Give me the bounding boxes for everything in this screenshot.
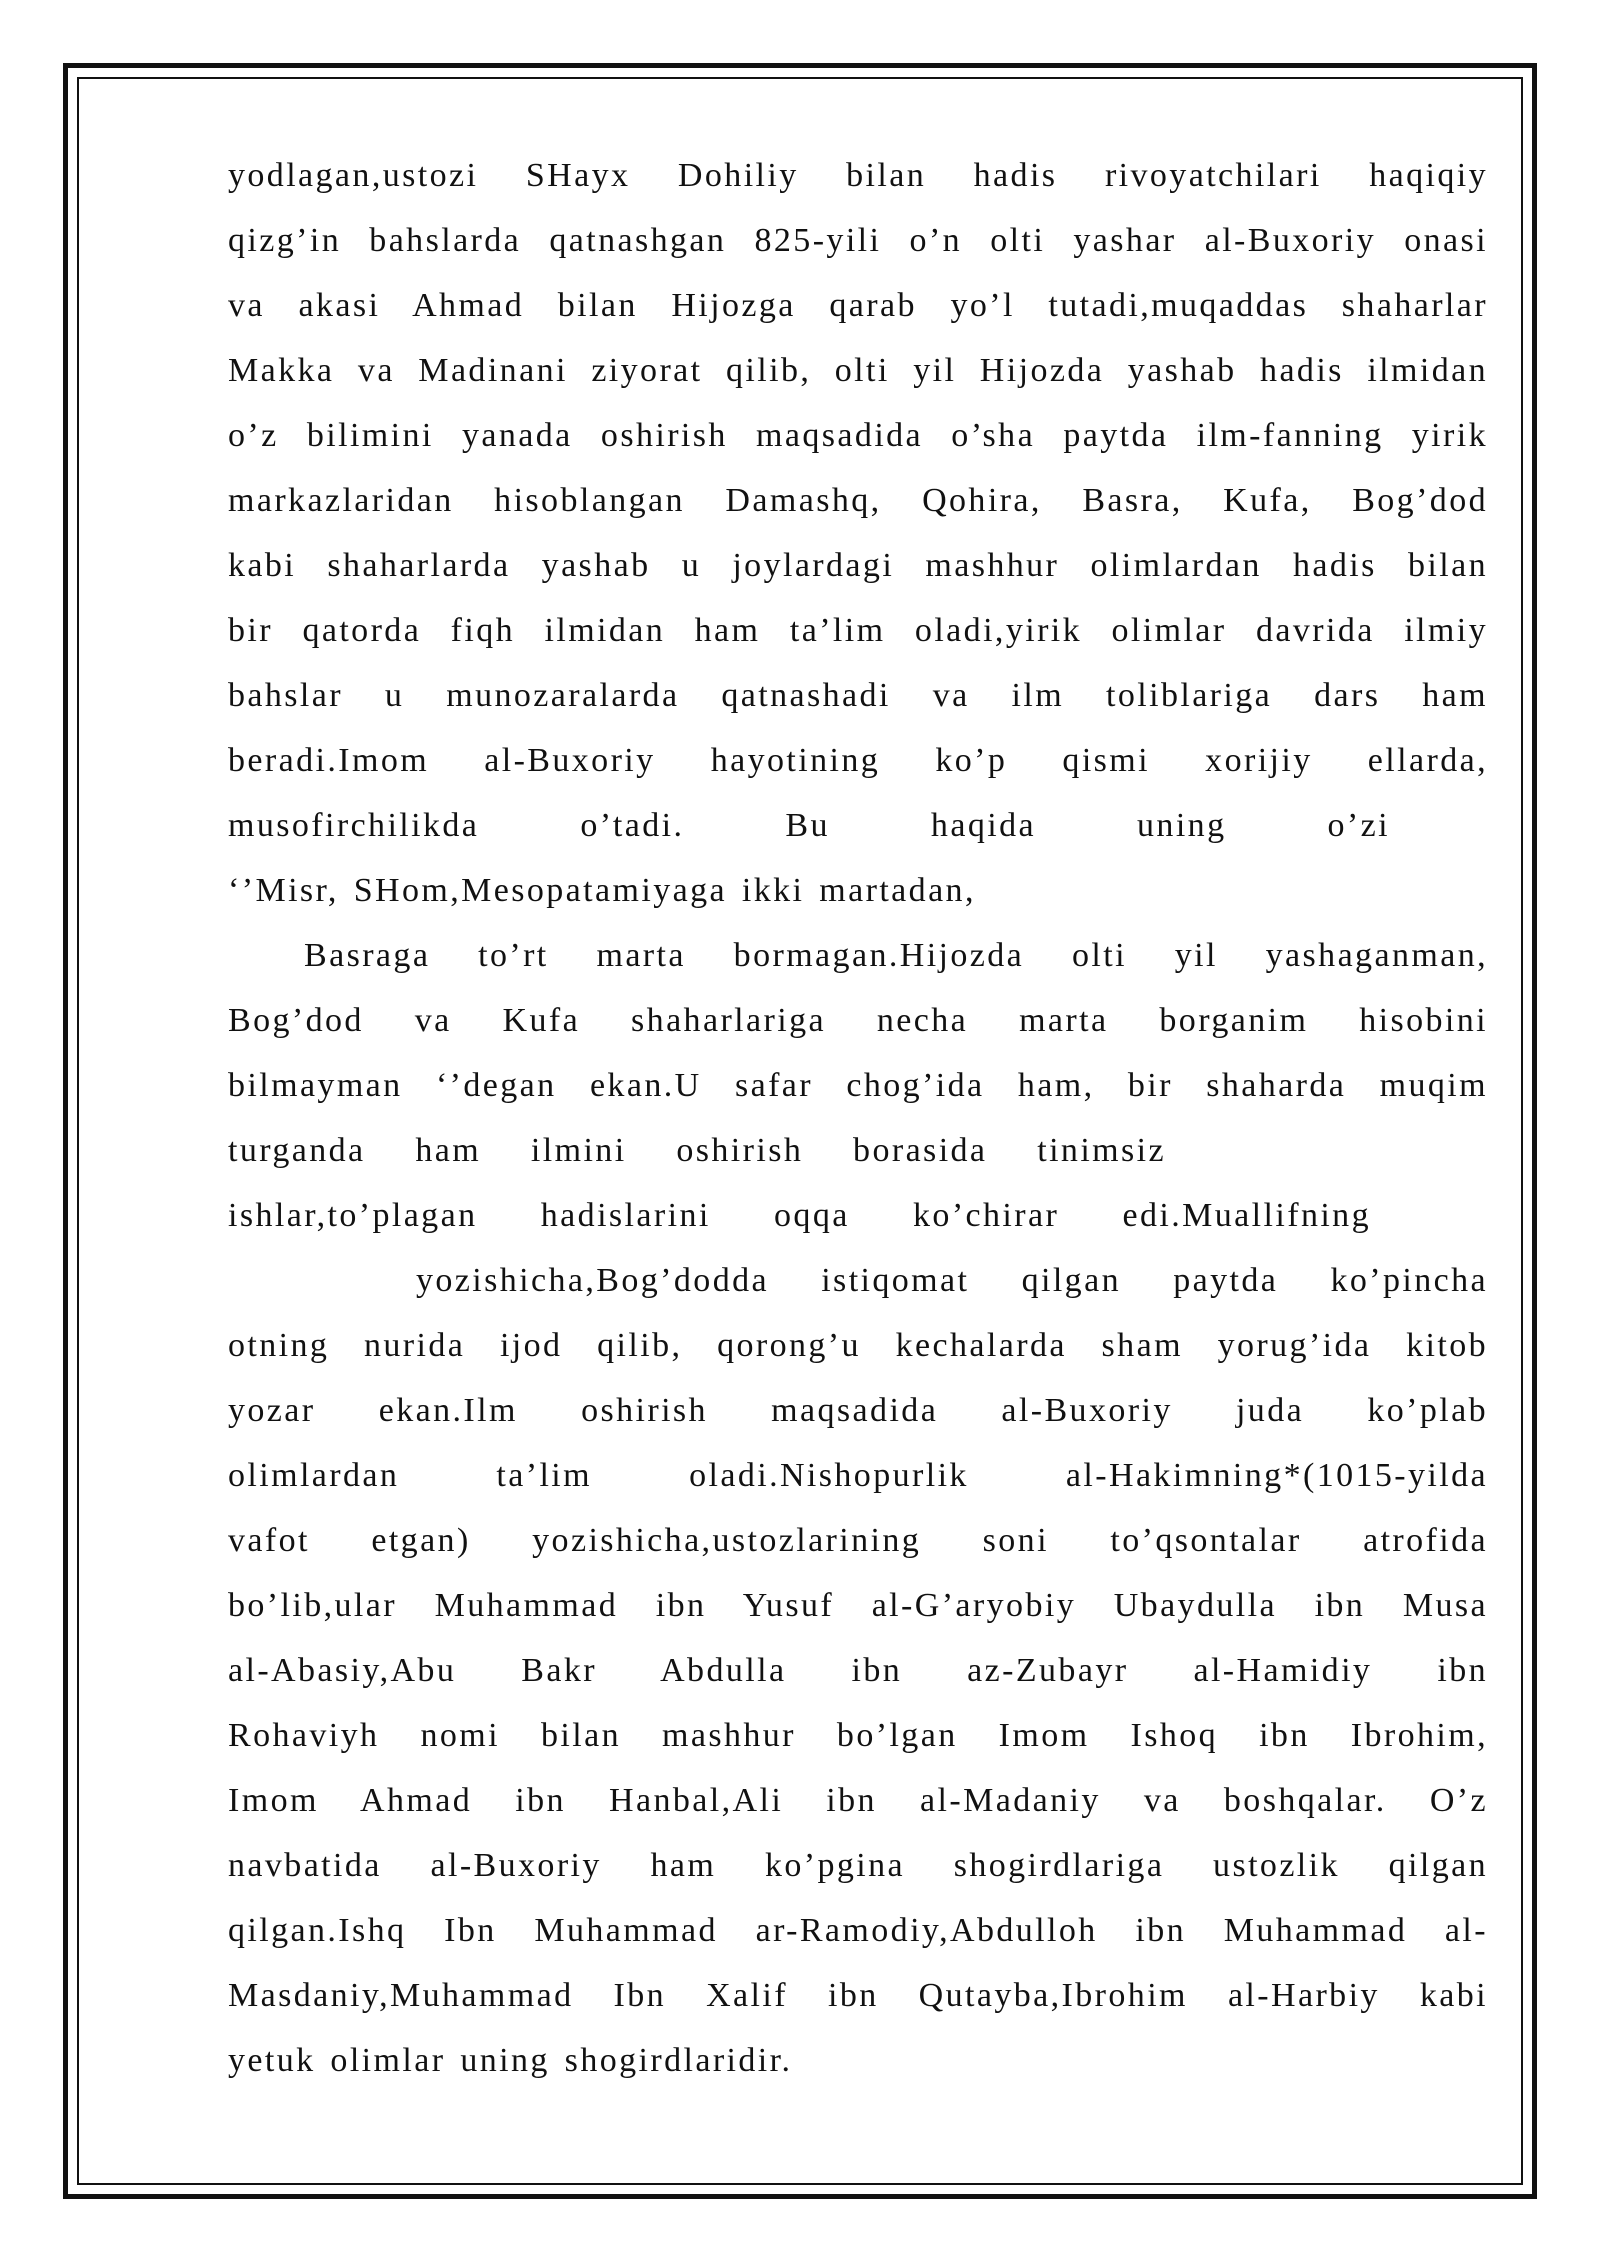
text-line: otning nurida ijod qilib, qorong’u kechalarda sham yorug’ida kitob: [228, 1327, 1488, 1364]
text-line: kabi shaharlarda yashab u joylardagi mashhur olimlardan hadis bilan: [228, 547, 1488, 584]
text-line: musofirchilikda o’tadi. Bu haqida uning o’zi: [228, 807, 1390, 844]
text-line: bo’lib,ular Muhammad ibn Yusuf al-G’aryobiy Ubaydulla ibn Musa: [228, 1587, 1488, 1624]
text-line: va akasi Ahmad bilan Hijozga qarab yo’l tutadi,muqaddas shaharlar: [228, 287, 1488, 324]
text-line: qizg’in bahslarda qatnashgan 825-yili o’n olti yashar al-Buxoriy onasi: [228, 222, 1488, 259]
text-line: bahslar u munozaralarda qatnashadi va ilm toliblariga dars ham: [228, 677, 1488, 714]
text-line: yodlagan,ustozi SHayx Dohiliy bilan hadis rivoyatchilari haqiqiy: [228, 157, 1488, 194]
text-line: turganda ham ilmini oshirish borasida tinimsiz: [228, 1132, 1166, 1169]
document-body: [228, 150, 1488, 2100]
text-line: yozar ekan.Ilm oshirish maqsadida al-Buxoriy juda ko’plab: [228, 1392, 1488, 1429]
text-line: Imom Ahmad ibn Hanbal,Ali ibn al-Madaniy va boshqalar. O’z: [228, 1782, 1488, 1819]
text-line: ishlar,to’plagan hadislarini oqqa ko’chirar edi.Muallifning: [228, 1197, 1371, 1234]
text-line: al-Abasiy,Abu Bakr Abdulla ibn az-Zubayr al-Hamidiy ibn: [228, 1652, 1488, 1689]
text-line: olimlardan ta’lim oladi.Nishopurlik al-Hakimning*(1015-yilda: [228, 1457, 1488, 1494]
text-line: Rohaviyh nomi bilan mashhur bo’lgan Imom Ishoq ibn Ibrohim,: [228, 1717, 1488, 1754]
text-line: qilgan.Ishq Ibn Muhammad ar-Ramodiy,Abdulloh ibn Muhammad al-: [228, 1912, 1488, 1949]
text-line: markazlaridan hisoblangan Damashq, Qohira, Basra, Kufa, Bog’dod: [228, 482, 1488, 519]
text-line: Makka va Madinani ziyorat qilib, olti yil Hijozda yashab hadis ilmidan: [228, 352, 1488, 389]
text-line: Masdaniy,Muhammad Ibn Xalif ibn Qutayba,Ibrohim al-Harbiy kabi: [228, 1977, 1488, 2014]
text-line: o’z bilimini yanada oshirish maqsadida o’sha paytda ilm-fanning yirik: [228, 417, 1488, 454]
text-line: bilmayman ‘’degan ekan.U safar chog’ida ham, bir shaharda muqim: [228, 1067, 1488, 1104]
text-line: bir qatorda fiqh ilmidan ham ta’lim oladi,yirik olimlar davrida ilmiy: [228, 612, 1488, 649]
text-line: beradi.Imom al-Buxoriy hayotining ko’p qismi xorijiy ellarda,: [228, 742, 1488, 779]
text-line: navbatida al-Buxoriy ham ko’pgina shogirdlariga ustozlik qilgan: [228, 1847, 1488, 1884]
text-line: yetuk olimlar uning shogirdlaridir.: [228, 2042, 793, 2079]
text-line: vafot etgan) yozishicha,ustozlarining soni to’qsontalar atrofida: [228, 1522, 1488, 1559]
paragraph-first-line: Basraga to’rt marta bormagan.Hijozda olti yil yashaganman,: [304, 937, 1488, 974]
text-line: yozishicha,Bog’dodda istiqomat qilgan paytda ko’pincha: [416, 1262, 1488, 1299]
text-line: ‘’Misr, SHom,Mesopatamiyaga ikki martadan,: [228, 872, 976, 909]
text-line: Bog’dod va Kufa shaharlariga necha marta borganim hisobini: [228, 1002, 1488, 1039]
